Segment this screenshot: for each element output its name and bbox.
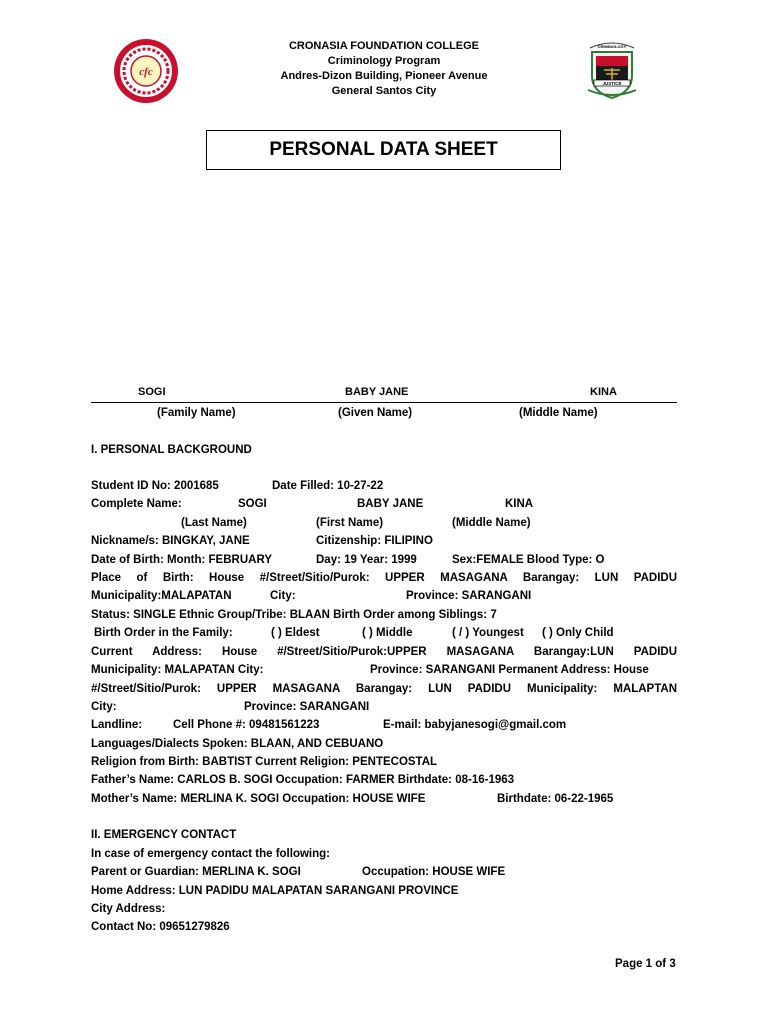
family-name-label: (Family Name)	[157, 407, 236, 419]
given-name-label: (Given Name)	[338, 407, 413, 419]
name-underline	[91, 402, 677, 403]
complete-first-name: BABY JANE	[357, 498, 424, 510]
religion: Religion from Birth: BABTIST Current Religion: PENTECOSTAL	[91, 756, 438, 768]
email: E-mail: babyjanesogi@gmail.com	[383, 719, 567, 731]
emergency-guardian: Parent or Guardian: MERLINA K. SOGI	[91, 866, 301, 878]
complete-middle-name: KINA	[505, 498, 534, 510]
current-address: Current Address: House #/Street/Sitio/Purok:UPPER MASAGANA Barangay:LUN PADIDU	[91, 646, 677, 658]
father-info: Father’s Name: CARLOS B. SOGI Occupation: FARMER Birthdate: 08-16-1963	[91, 774, 515, 786]
permanent-province: Province: SARANGANI	[244, 701, 370, 713]
middle-option: ( ) Middle	[362, 627, 413, 639]
status-line: Status: SINGLE Ethnic Group/Tribe: BLAAN Birth Order among Siblings: 7	[91, 609, 497, 621]
only-child-option: ( ) Only Child	[542, 627, 614, 639]
first-name-label: (First Name)	[316, 517, 384, 529]
sex-blood-type: Sex:FEMALE Blood Type: O	[452, 554, 605, 566]
seal-text: cfc	[139, 66, 153, 78]
current-province-permanent: Province: SARANGANI Permanent Address: House	[370, 664, 649, 676]
city-name: General Santos City	[331, 85, 437, 97]
middle-name-label: (Middle Name)	[519, 407, 598, 419]
permanent-address: #/Street/Sitio/Purok: UPPER MASAGANA Barangay: LUN PADIDU Municipality: MALAPTAN	[91, 683, 677, 695]
emergency-city-address: City Address:	[91, 903, 166, 915]
landline: Landline:	[91, 719, 143, 731]
emergency-home-address: Home Address: LUN PADIDU MALAPATAN SARANGANI PROVINCE	[91, 885, 459, 897]
nickname: Nickname/s: BINGKAY, JANE	[91, 535, 250, 547]
section-emergency-heading: II. EMERGENCY CONTACT	[91, 829, 237, 841]
birth-day-year: Day: 19 Year: 1999	[316, 554, 417, 566]
date-filled: Date Filled: 10-27-22	[272, 480, 384, 492]
birth-province: Province: SARANGANI	[406, 590, 532, 602]
building-address: Andres-Dizon Building, Pioneer Avenue	[280, 70, 488, 82]
birth-order-label: Birth Order in the Family:	[94, 627, 233, 639]
eldest-option: ( ) Eldest	[271, 627, 320, 639]
birth-city: City:	[270, 590, 296, 602]
family-name-value: SOGI	[138, 386, 166, 398]
current-municipality: Municipality: MALAPATAN City:	[91, 664, 264, 676]
citizenship: Citizenship: FILIPINO	[316, 535, 433, 547]
logo-top-text: CRIMINOLOGY	[597, 44, 627, 49]
given-name-value: BABY JANE	[345, 386, 409, 398]
cell-phone: Cell Phone #: 09481561223	[173, 719, 320, 731]
last-name-label: (Last Name)	[181, 517, 247, 529]
complete-name-label: Complete Name:	[91, 498, 182, 510]
middle-name-value: KINA	[590, 386, 617, 398]
program-name: Criminology Program	[327, 55, 441, 67]
mother-birthdate: Birthdate: 06-22-1965	[497, 793, 614, 805]
document-title: PERSONAL DATA SHEET	[206, 130, 561, 170]
section-personal-heading: I. PERSONAL BACKGROUND	[91, 444, 252, 456]
birth-municipality: Municipality:MALAPATAN	[91, 590, 232, 602]
languages: Languages/Dialects Spoken: BLAAN, AND CEBUANO	[91, 738, 384, 750]
emergency-intro: In case of emergency contact the following:	[91, 848, 330, 860]
complete-last-name: SOGI	[238, 498, 267, 510]
place-of-birth: Place of Birth: House #/Street/Sitio/Purok: UPPER MASAGANA Barangay: LUN PADIDU	[91, 572, 677, 584]
college-name: CRONASIA FOUNDATION COLLEGE	[288, 40, 480, 52]
permanent-city: City:	[91, 701, 117, 713]
date-of-birth: Date of Birth: Month: FEBRUARY	[91, 554, 272, 566]
middle-name-sublabel: (Middle Name)	[452, 517, 531, 529]
emergency-contact-number: Contact No: 09651279826	[91, 921, 230, 933]
emergency-occupation: Occupation: HOUSE WIFE	[362, 866, 506, 878]
mother-info: Mother’s Name: MERLINA K. SOGI Occupation: HOUSE WIFE	[91, 793, 426, 805]
page-number: Page 1 of 3	[615, 958, 676, 970]
logo-banner-text: JUSTICE	[602, 81, 622, 86]
student-id: Student ID No: 2001685	[91, 480, 219, 492]
youngest-option: ( / ) Youngest	[452, 627, 524, 639]
